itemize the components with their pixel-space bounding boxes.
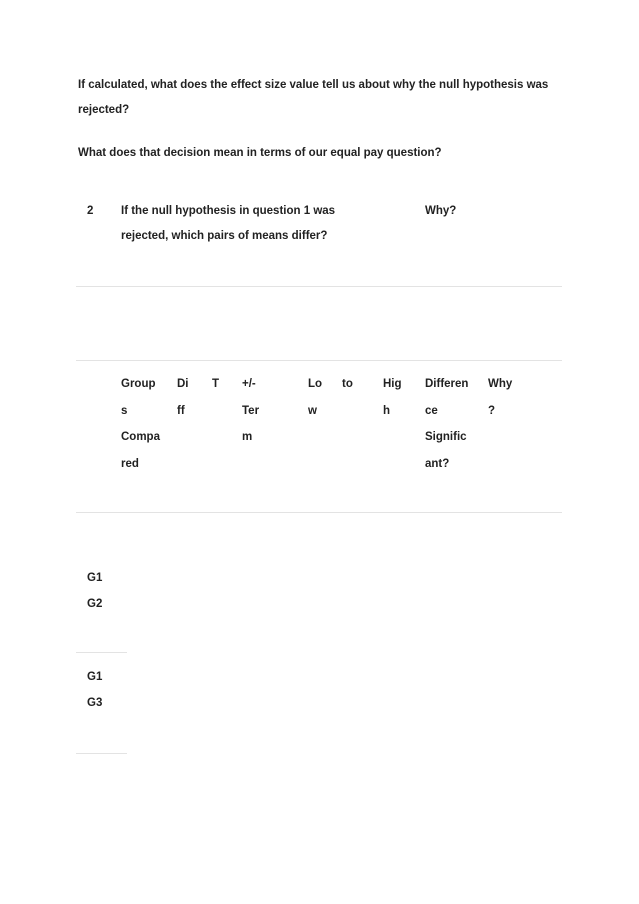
row-group-label: G2 <box>87 598 103 610</box>
header-high: h <box>383 405 391 417</box>
header-groups-compared: Compa <box>121 431 160 443</box>
header-groups-compared: red <box>121 458 139 470</box>
table-divider <box>76 286 562 287</box>
header-why: ? <box>488 405 496 417</box>
table-divider <box>76 360 562 361</box>
header-difference-significant: Signific <box>425 431 467 443</box>
effect-size-question-line2: rejected? <box>78 104 130 116</box>
row-group-label: G1 <box>87 671 103 683</box>
decision-question: What does that decision mean in terms of our equal pay question? <box>78 147 442 159</box>
header-term: m <box>242 431 253 443</box>
row-group-label: G3 <box>87 697 103 709</box>
header-low: Lo <box>308 378 323 390</box>
table-divider <box>76 512 562 513</box>
question2-why: Why? <box>425 205 457 217</box>
header-groups-compared: Group <box>121 378 156 390</box>
header-low: w <box>308 405 317 417</box>
header-term: Ter <box>242 405 260 417</box>
header-difference-significant: ant? <box>425 458 450 470</box>
row-group-label: G1 <box>87 572 103 584</box>
question-number: 2 <box>87 205 94 217</box>
header-diff: ff <box>177 405 185 417</box>
header-to: to <box>342 378 353 390</box>
header-t: T <box>212 378 220 390</box>
header-difference-significant: Differen <box>425 378 469 390</box>
header-groups-compared: s <box>121 405 128 417</box>
header-diff: Di <box>177 378 189 390</box>
row-divider <box>76 753 127 754</box>
effect-size-question-line1: If calculated, what does the effect size value tell us about why the null hypothesis was <box>78 79 549 91</box>
header-term: +/- <box>242 378 256 390</box>
header-high: Hig <box>383 378 402 390</box>
question2-text-line1: If the null hypothesis in question 1 was <box>121 205 336 217</box>
header-why: Why <box>488 378 513 390</box>
header-difference-significant: ce <box>425 405 438 417</box>
row-divider <box>76 652 127 653</box>
question2-text-line2: rejected, which pairs of means differ? <box>121 230 328 242</box>
